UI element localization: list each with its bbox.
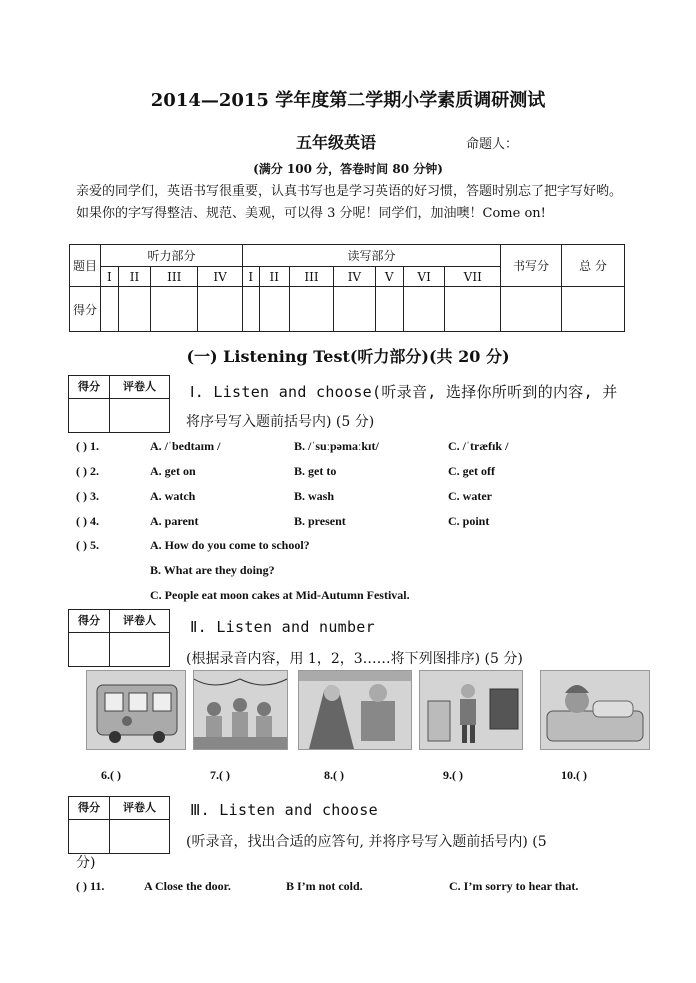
column-header: I — [242, 267, 259, 287]
picture-boy-tv — [419, 670, 523, 750]
score-cell[interactable] — [562, 287, 625, 332]
option-a: A. parent — [150, 514, 199, 528]
option-a: A Close the door. — [144, 879, 231, 893]
section-title: (一) Listening Test(听力部分)(共 20 分) — [186, 347, 510, 366]
picture-bus — [86, 670, 186, 750]
part3-heading3: 分) — [76, 855, 96, 871]
score-cell[interactable] — [118, 287, 150, 332]
score-cell[interactable] — [289, 287, 333, 332]
picture-number-blank[interactable]: 7.( ) — [210, 768, 230, 782]
column-header: II — [259, 267, 289, 287]
grade-box — [68, 609, 170, 667]
part1-heading2: 将序号写入题前括号内) (5 分) — [186, 414, 375, 430]
score-cell[interactable] — [242, 287, 259, 332]
answer-paren[interactable]: ( ) 3. — [76, 489, 99, 503]
score-cell[interactable] — [259, 287, 289, 332]
score-cell[interactable] — [445, 287, 501, 332]
score-cell[interactable] — [334, 287, 376, 332]
column-header: III — [151, 267, 198, 287]
subject-title: 五年级英语 — [296, 133, 377, 152]
reading-header: 读写部分 — [242, 245, 500, 267]
option-c: C. I’m sorry to hear that. — [449, 879, 579, 893]
grade-box — [68, 375, 170, 433]
score-label: 得分 — [69, 797, 110, 820]
picture-number-blank[interactable]: 8.( ) — [324, 768, 344, 782]
total-header: 总 分 — [562, 245, 625, 287]
grader-label: 评卷人 — [110, 797, 169, 820]
score-label: 得分 — [69, 610, 110, 633]
picture-party — [193, 670, 288, 750]
part2-heading: Ⅱ. Listen and number — [190, 618, 375, 636]
score-cell[interactable] — [501, 287, 562, 332]
score-cell[interactable] — [101, 287, 119, 332]
column-header: I — [101, 267, 119, 287]
picture-number-blank[interactable]: 10.( ) — [561, 768, 587, 782]
option-b: B I’m not cold. — [286, 879, 363, 893]
option-a: A. get on — [150, 464, 196, 478]
picture-number-blank[interactable]: 9.( ) — [443, 768, 463, 782]
score-cell[interactable] — [403, 287, 445, 332]
picture-number-blank[interactable]: 6.( ) — [101, 768, 121, 782]
answer-paren[interactable]: ( ) 1. — [76, 439, 99, 453]
option-c: C. water — [448, 489, 492, 503]
option-a: A. watch — [150, 489, 196, 503]
author-label: 命题人： — [466, 137, 519, 152]
listening-header: 听力部分 — [101, 245, 243, 267]
score-cell[interactable] — [151, 287, 198, 332]
intro-text: 亲爱的同学们，英语书写很重要，认真书写也是学习英语的好习惯，答题时别忘了把字写好哟。如果你的字写得整洁、规范、美观，可以得 3 分呢！同学们，加油噢！Come on! — [76, 184, 623, 221]
option-c: C. People eat moon cakes at Mid-Autumn Festival. — [150, 588, 410, 602]
column-header: II — [118, 267, 150, 287]
option-b: B. wash — [294, 489, 335, 503]
writing-header: 书写分 — [501, 245, 562, 287]
answer-paren[interactable]: ( ) 5. — [76, 538, 99, 552]
column-header: IV — [334, 267, 376, 287]
option-c: C. point — [448, 514, 490, 528]
option-b: B. What are they doing? — [150, 563, 275, 577]
option-c: C. /ˈtræfɪk / — [448, 439, 509, 453]
part1-heading: Ⅰ. Listen and choose(听录音, 选择你所听到的内容, 并 — [190, 383, 618, 401]
answer-paren[interactable]: ( ) 11. — [76, 879, 105, 893]
grader-label: 评卷人 — [110, 376, 169, 399]
option-b: B. get to — [294, 464, 337, 478]
grader-label: 评卷人 — [110, 610, 169, 633]
option-c: C. get off — [448, 464, 495, 478]
score-cell[interactable] — [375, 287, 403, 332]
part3-heading2: (听录音，找出合适的应答句, 并将序号写入题前括号内) (5 — [186, 834, 547, 850]
option-a: A. How do you come to school? — [150, 538, 310, 552]
score-table — [69, 244, 625, 332]
column-header: V — [375, 267, 403, 287]
part2-heading2: (根据录音内容，用 1，2，3……将下列图排序) (5 分) — [186, 651, 523, 667]
column-header: VII — [445, 267, 501, 287]
picture-sick-girl — [540, 670, 650, 750]
column-header: IV — [198, 267, 243, 287]
column-header: III — [289, 267, 333, 287]
part3-heading: Ⅲ. Listen and choose — [190, 801, 378, 819]
row-head-score: 得分 — [70, 287, 101, 332]
picture-story — [298, 670, 412, 750]
score-cell[interactable] — [198, 287, 243, 332]
column-header: VI — [403, 267, 445, 287]
option-a: A. /ˈbedtaɪm / — [150, 439, 221, 453]
page-title: 2014—2015 学年度第二学期小学素质调研测试 — [150, 90, 546, 111]
option-b: B. /ˈsuːpəmaːkɪt/ — [294, 439, 379, 453]
row-head-questions: 题目 — [70, 245, 101, 287]
score-label: 得分 — [69, 376, 110, 399]
answer-paren[interactable]: ( ) 2. — [76, 464, 99, 478]
exam-note: (满分 100 分，答卷时间 80 分钟) — [253, 162, 443, 176]
grade-box — [68, 796, 170, 854]
option-b: B. present — [294, 514, 346, 528]
answer-paren[interactable]: ( ) 4. — [76, 514, 99, 528]
